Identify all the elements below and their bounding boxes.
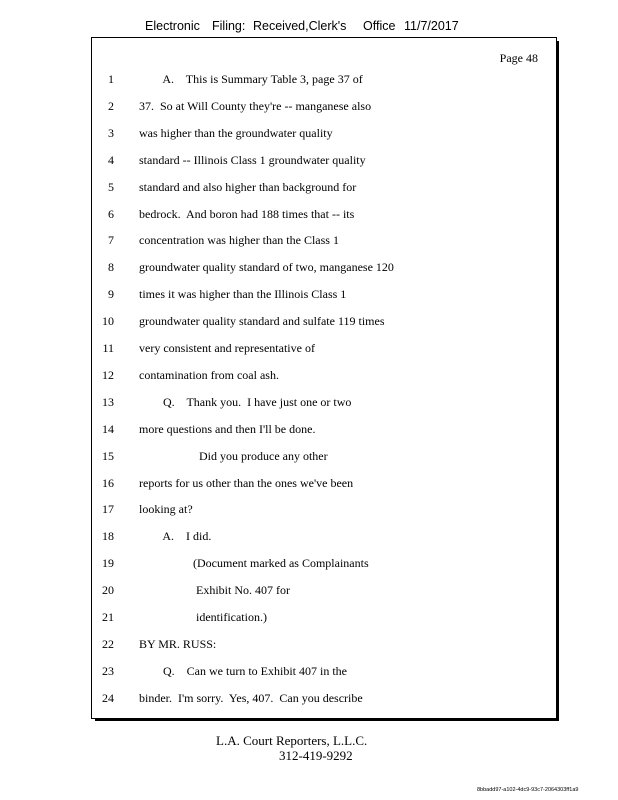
transcript-line [92,180,552,198]
line-number: 6 [108,206,114,221]
line-text: more questions and then I'll be done. [139,421,316,436]
line-number: 9 [108,287,114,302]
line-text: 37. So at Will County they're -- manganese also [139,98,372,113]
line-text: groundwater quality standard of two, manganese 120 [139,260,394,275]
line-number: 12 [102,367,114,382]
line-number: 21 [102,610,114,624]
line-number: 24 [102,690,114,705]
transcript-line [92,610,552,628]
transcript-line [92,341,552,359]
line-number: 11 [102,341,114,355]
line-text: Q. Thank you. I have just one or two [139,394,352,409]
header-electronic: Electronic [145,19,200,33]
line-number: 23 [102,663,114,678]
page-number: Page 48 [499,51,538,65]
line-number: 4 [108,152,114,167]
transcript-line [92,207,552,225]
transcript-line [92,691,552,709]
line-text: identification.) [139,610,267,624]
transcript-line [92,502,552,520]
line-text: standard -- Illinois Class 1 groundwater quality [139,152,366,167]
line-text: BY MR. RUSS: [139,636,217,651]
line-number: 2 [108,98,114,113]
line-number: 7 [108,233,114,248]
line-text: Q. Can we turn to Exhibit 407 in the [139,663,347,678]
line-number: 18 [102,529,114,544]
transcript-line [92,556,552,574]
header-filing: Filing: [212,19,246,33]
line-text: times it was higher than the Illinois Class 1 [139,287,347,302]
line-number: 20 [102,583,114,598]
transcript-line [92,233,552,251]
transcript-line [92,529,552,547]
line-number: 15 [102,448,114,463]
line-text: bedrock. And boron had 188 times that -- its [139,206,355,221]
transcript-line [92,126,552,144]
transcript-line [92,583,552,601]
transcript-line [92,664,552,682]
line-number: 3 [108,125,114,140]
transcript-line [92,99,552,117]
line-number: 22 [102,636,114,651]
line-text: contamination from coal ash. [139,367,279,382]
line-text: reports for us other than the ones we've been [139,475,354,490]
transcript-line [92,287,552,305]
line-text: groundwater quality standard and sulfate 119 times [139,314,385,329]
transcript-line [92,476,552,494]
transcript-line [92,422,552,440]
line-text: A. This is Summary Table 3, page 37 of [139,72,363,86]
line-text: Did you produce any other [139,448,328,463]
line-number: 16 [102,475,114,490]
line-number: 10 [102,314,114,329]
line-text: concentration was higher than the Class 1 [139,233,339,248]
document-id: 8bbadd97-a102-4dc9-93c7-2064303ff1a9 [477,787,579,793]
line-text: looking at? [139,502,193,517]
filing-header [0,19,618,35]
line-number: 5 [108,179,114,194]
line-number: 19 [102,556,114,571]
footer-phone: 312-419-9292 [279,748,353,763]
line-number: 8 [108,260,114,275]
line-number: 13 [102,394,114,409]
line-number: 14 [102,421,114,436]
line-text: Exhibit No. 407 for [139,583,290,598]
header-office: Office [363,19,396,33]
line-text: was higher than the groundwater quality [139,125,333,140]
transcript-line [92,260,552,278]
transcript-line [92,314,552,332]
transcript-line [92,153,552,171]
line-number: 17 [102,502,114,517]
line-text: A. I did. [139,529,212,544]
transcript-line [92,395,552,413]
line-text: (Document marked as Complainants [139,556,369,571]
transcript-line [92,637,552,655]
line-number: 1 [108,72,114,86]
line-text: very consistent and representative of [139,341,315,355]
transcript-page [91,37,557,719]
transcript-line [92,368,552,386]
line-text: standard and also higher than background for [139,179,357,194]
footer-reporter: L.A. Court Reporters, L.L.C. [216,733,368,748]
header-date: 11/7/2017 [404,19,459,33]
line-text: binder. I'm sorry. Yes, 407. Can you describe [139,690,363,705]
transcript-line [92,449,552,467]
header-received: Received,Clerk's [253,19,347,33]
transcript-line [92,72,552,90]
